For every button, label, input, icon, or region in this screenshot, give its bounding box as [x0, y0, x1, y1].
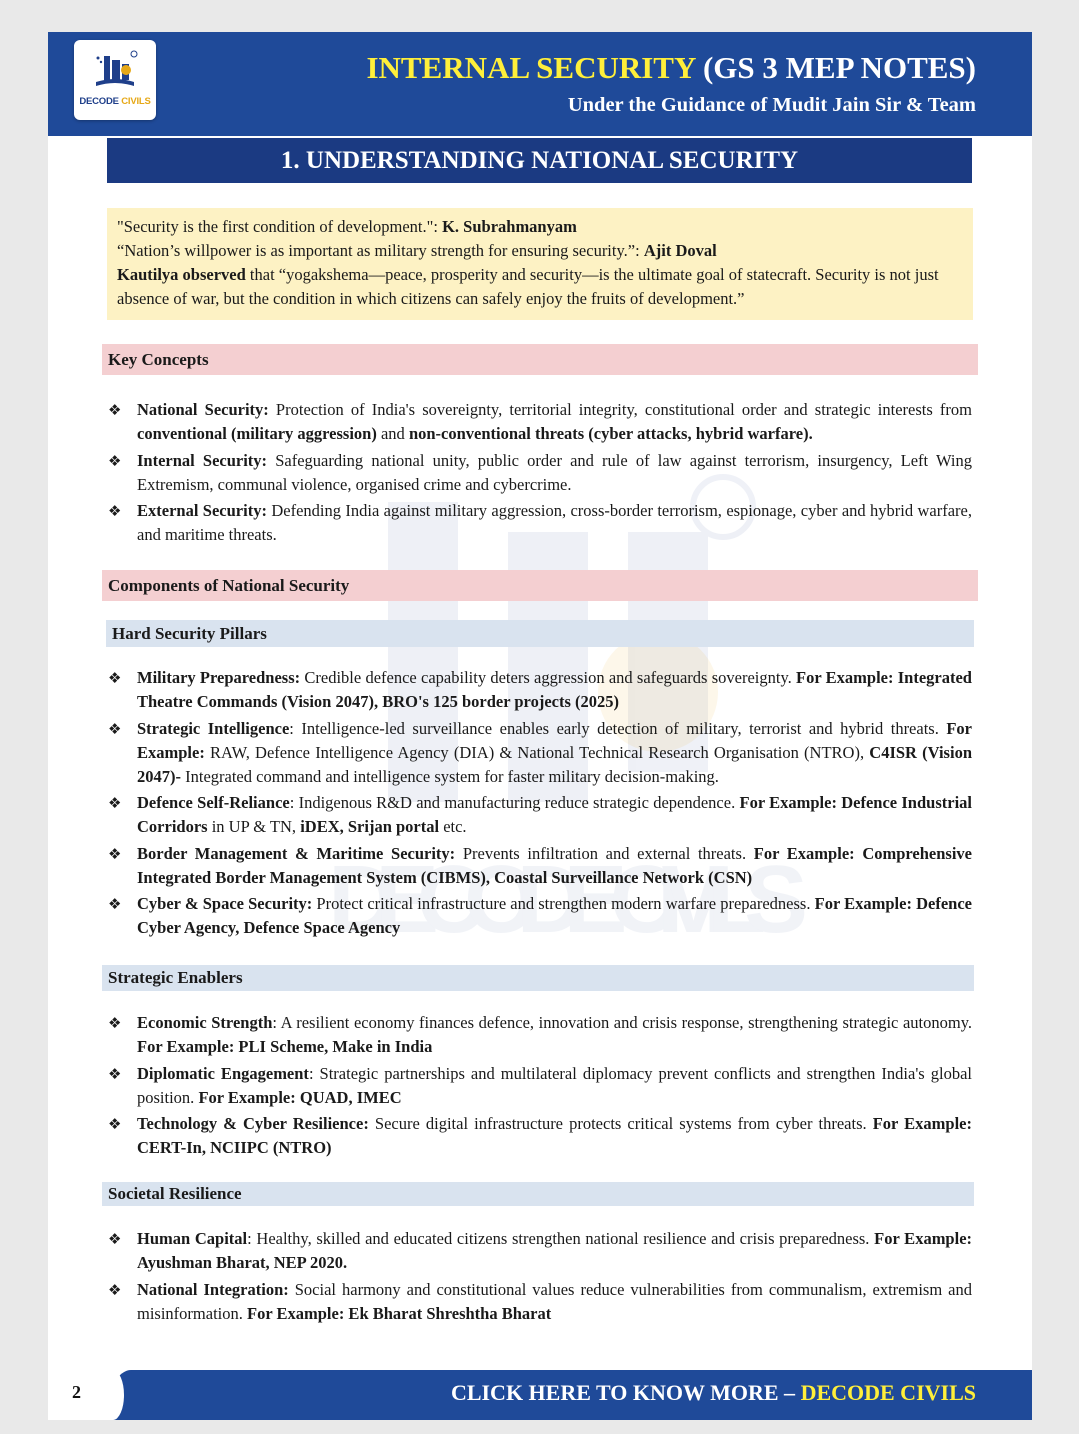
- watermark-text: DECODE CIVILS: [328, 846, 808, 953]
- header-title: [366, 50, 976, 86]
- bullet-item: [104, 666, 972, 714]
- section-societal-resilience: Societal Resilience: [102, 1182, 974, 1206]
- bullet-diamond-icon: ❖: [108, 719, 122, 738]
- document-page: [48, 32, 1032, 1420]
- chapter-title: 1. UNDERSTANDING NATIONAL SECURITY: [107, 138, 972, 183]
- bullet-bold-text: Border Management & Maritime Security:: [137, 843, 456, 863]
- bullet-text: Integrated command and intelligence system for faster military decision-making.: [181, 766, 719, 786]
- bullet-bold-text: Technology & Cyber Resilience:: [137, 1114, 369, 1133]
- bullet-text: : Intelligence-led surveillance enables early detection of military, terrorist and hybrid threats.: [289, 718, 947, 738]
- bullet-diamond-icon: ❖: [108, 844, 122, 863]
- bullet-bold-text: For Example: QUAD, IMEC: [198, 1087, 402, 1107]
- bullet-diamond-icon: ❖: [108, 1230, 122, 1248]
- header-title-suffix: (GS 3 MEP NOTES): [695, 50, 976, 85]
- bullet-bold-text: External Security:: [137, 501, 267, 520]
- bullet-item: [104, 842, 972, 890]
- bullet-diamond-icon: ❖: [108, 401, 122, 419]
- bullet-bold-text: For Example:: [137, 718, 972, 762]
- quote-author: K. Subrahmanyam: [442, 217, 577, 236]
- know-more-text: CLICK HERE TO KNOW MORE –: [450, 1380, 801, 1405]
- bullet-text: Credible defence capability deters aggression and safeguards sovereignty.: [300, 668, 797, 687]
- bullet-diamond-icon: ❖: [108, 451, 122, 470]
- bullet-text: Secure digital infrastructure protects critical systems from cyber threats.: [368, 1114, 873, 1133]
- bullet-text: in UP & TN,: [207, 817, 301, 836]
- bullet-diamond-icon: ❖: [108, 1280, 122, 1299]
- bullet-item: [104, 1227, 972, 1275]
- logo-text: [74, 96, 156, 107]
- quote-author: Ajit Doval: [643, 241, 717, 260]
- bullet-text: Safeguarding national unity, public order and rule of law against terrorism, insurgency, Left Wing Extremism, communal violence, organised crime and cybercrime.: [137, 450, 972, 494]
- bullet-text: : Healthy, skilled and educated citizens strengthen national resilience and crisis preparedness.: [247, 1229, 875, 1248]
- decode-civils-logo[interactable]: [74, 40, 156, 120]
- bullet-bold-text: Military Preparedness:: [137, 668, 301, 687]
- quote-1: [117, 215, 963, 239]
- section-hard-security: Hard Security Pillars: [106, 620, 974, 647]
- bullet-bold-text: For Example: Integrated Theatre Commands (Vision 2047), BRO's 125 border projects (2025): [137, 668, 972, 711]
- bullet-item: [104, 499, 972, 547]
- quote-2: [117, 239, 963, 263]
- bullet-item: [104, 1062, 972, 1110]
- bullet-text: : Strategic partnerships and multilateral diplomacy prevent conflicts and strengthen India's global position.: [137, 1063, 972, 1107]
- bullet-diamond-icon: ❖: [108, 895, 122, 913]
- bullet-text: Prevents infiltration and external threats.: [455, 843, 754, 863]
- bullet-item: [104, 1011, 972, 1059]
- quote-3: [117, 263, 963, 311]
- bullet-bold-text: National Integration:: [137, 1279, 289, 1299]
- bullet-bold-text: Human Capital: [137, 1229, 248, 1248]
- bullet-bold-text: For Example: Ayushman Bharat, NEP 2020.: [137, 1229, 973, 1272]
- bullet-text: : Indigenous R&D and manufacturing reduce strategic dependence.: [289, 793, 740, 812]
- bullet-bold-text: C4ISR (Vision 2047)-: [137, 742, 972, 786]
- bullet-item: [104, 892, 972, 940]
- bullet-bold-text: Diplomatic Engagement: [137, 1063, 309, 1083]
- bullet-bold-text: For Example: PLI Scheme, Make in India: [137, 1037, 433, 1056]
- page-footer: [48, 1370, 1032, 1420]
- bullet-diamond-icon: ❖: [108, 502, 122, 520]
- bullet-item: [104, 1278, 972, 1326]
- societal-resilience-list: [104, 1227, 972, 1328]
- header-title-main: INTERNAL SECURITY: [366, 50, 696, 85]
- bullet-item: [104, 1112, 972, 1160]
- section-components: Components of National Security: [102, 570, 978, 601]
- bullet-bold-text: For Example: Ek Bharat Shreshtha Bharat: [247, 1303, 552, 1323]
- quote-text: "Security is the first condition of development.":: [117, 217, 443, 236]
- bullet-item: [104, 717, 972, 789]
- footer-curve: [102, 1370, 124, 1420]
- bullet-bold-text: For Example: CERT-In, NCIIPC (NTRO): [137, 1114, 972, 1157]
- brand-name: DECODE CIVILS: [800, 1380, 976, 1405]
- bullet-bold-text: Internal Security:: [137, 450, 268, 470]
- bullet-text: and: [376, 424, 409, 443]
- bullet-text: Defending India against military aggression, cross-border terrorism, espionage, cyber and hybrid warfare, and maritime threats.: [137, 501, 972, 544]
- bullet-text: Protection of India's sovereignty, territorial integrity, constitutional order and strategic interests from: [268, 400, 972, 419]
- bullet-diamond-icon: ❖: [108, 794, 122, 812]
- bullet-text: etc.: [439, 817, 467, 836]
- bullet-bold-text: conventional (military aggression): [137, 424, 377, 443]
- hard-security-list: [104, 666, 972, 943]
- bullet-bold-text: Strategic Intelligence: [137, 718, 290, 738]
- bullet-item: [104, 791, 972, 839]
- key-concepts-list: [104, 398, 972, 550]
- section-strategic-enablers: Strategic Enablers: [102, 965, 974, 991]
- bullet-item: [104, 449, 972, 497]
- quote-text: that “yogakshema—peace, prosperity and security—is the ultimate goal of statecraft. Security is not just absence of war, but the condition in which citizens can safely enjoy the fruits of development.”: [117, 265, 939, 308]
- logo-text-civils: CIVILS: [121, 96, 151, 107]
- bullet-diamond-icon: ❖: [108, 1064, 122, 1083]
- page-header: [48, 32, 1032, 136]
- bullet-diamond-icon: ❖: [108, 669, 122, 687]
- bullet-diamond-icon: ❖: [108, 1014, 122, 1032]
- section-key-concepts: Key Concepts: [102, 344, 978, 375]
- bullet-text: RAW, Defence Intelligence Agency (DIA) & National Technical Research Organisation (NTRO),: [204, 742, 870, 762]
- logo-text-decode: DECODE: [79, 96, 119, 107]
- quotes-box: [107, 208, 973, 320]
- know-more-link[interactable]: [451, 1380, 976, 1406]
- bullet-diamond-icon: ❖: [108, 1115, 122, 1133]
- bullet-bold-text: Defence Self-Reliance: [137, 793, 290, 812]
- page-number: 2: [72, 1382, 81, 1402]
- strategic-enablers-list: [104, 1011, 972, 1163]
- quote-text: “Nation’s willpower is as important as military strength for ensuring security.”:: [117, 241, 644, 260]
- bullet-text: Social harmony and constitutional values reduce vulnerabilities from communalism, extremism and misinformation.: [137, 1279, 972, 1323]
- bullet-bold-text: For Example: Defence Cyber Agency, Defence Space Agency: [137, 894, 972, 937]
- bullet-bold-text: For Example: Comprehensive Integrated Border Management System (CIBMS), Coastal Surveillance Network (CSN): [137, 843, 973, 887]
- bullet-bold-text: iDEX, Srijan portal: [300, 817, 440, 836]
- bullet-bold-text: For Example: Defence Industrial Corridors: [137, 793, 972, 836]
- bullet-bold-text: non-conventional threats (cyber attacks, hybrid warfare).: [408, 424, 813, 443]
- bullet-bold-text: Cyber & Space Security:: [137, 894, 313, 913]
- bullet-text: : A resilient economy finances defence, innovation and crisis response, strengthening strategic autonomy.: [272, 1013, 973, 1032]
- logo-icon: [90, 48, 140, 96]
- bullet-text: Protect critical infrastructure and strengthen modern warfare preparedness.: [312, 894, 815, 913]
- bullet-bold-text: National Security:: [137, 400, 269, 419]
- bullet-bold-text: Economic Strength: [137, 1013, 273, 1032]
- bullet-item: [104, 398, 972, 446]
- header-subtitle: Under the Guidance of Mudit Jain Sir & Team: [567, 94, 976, 116]
- quote-lead: Kautilya observed: [117, 265, 246, 284]
